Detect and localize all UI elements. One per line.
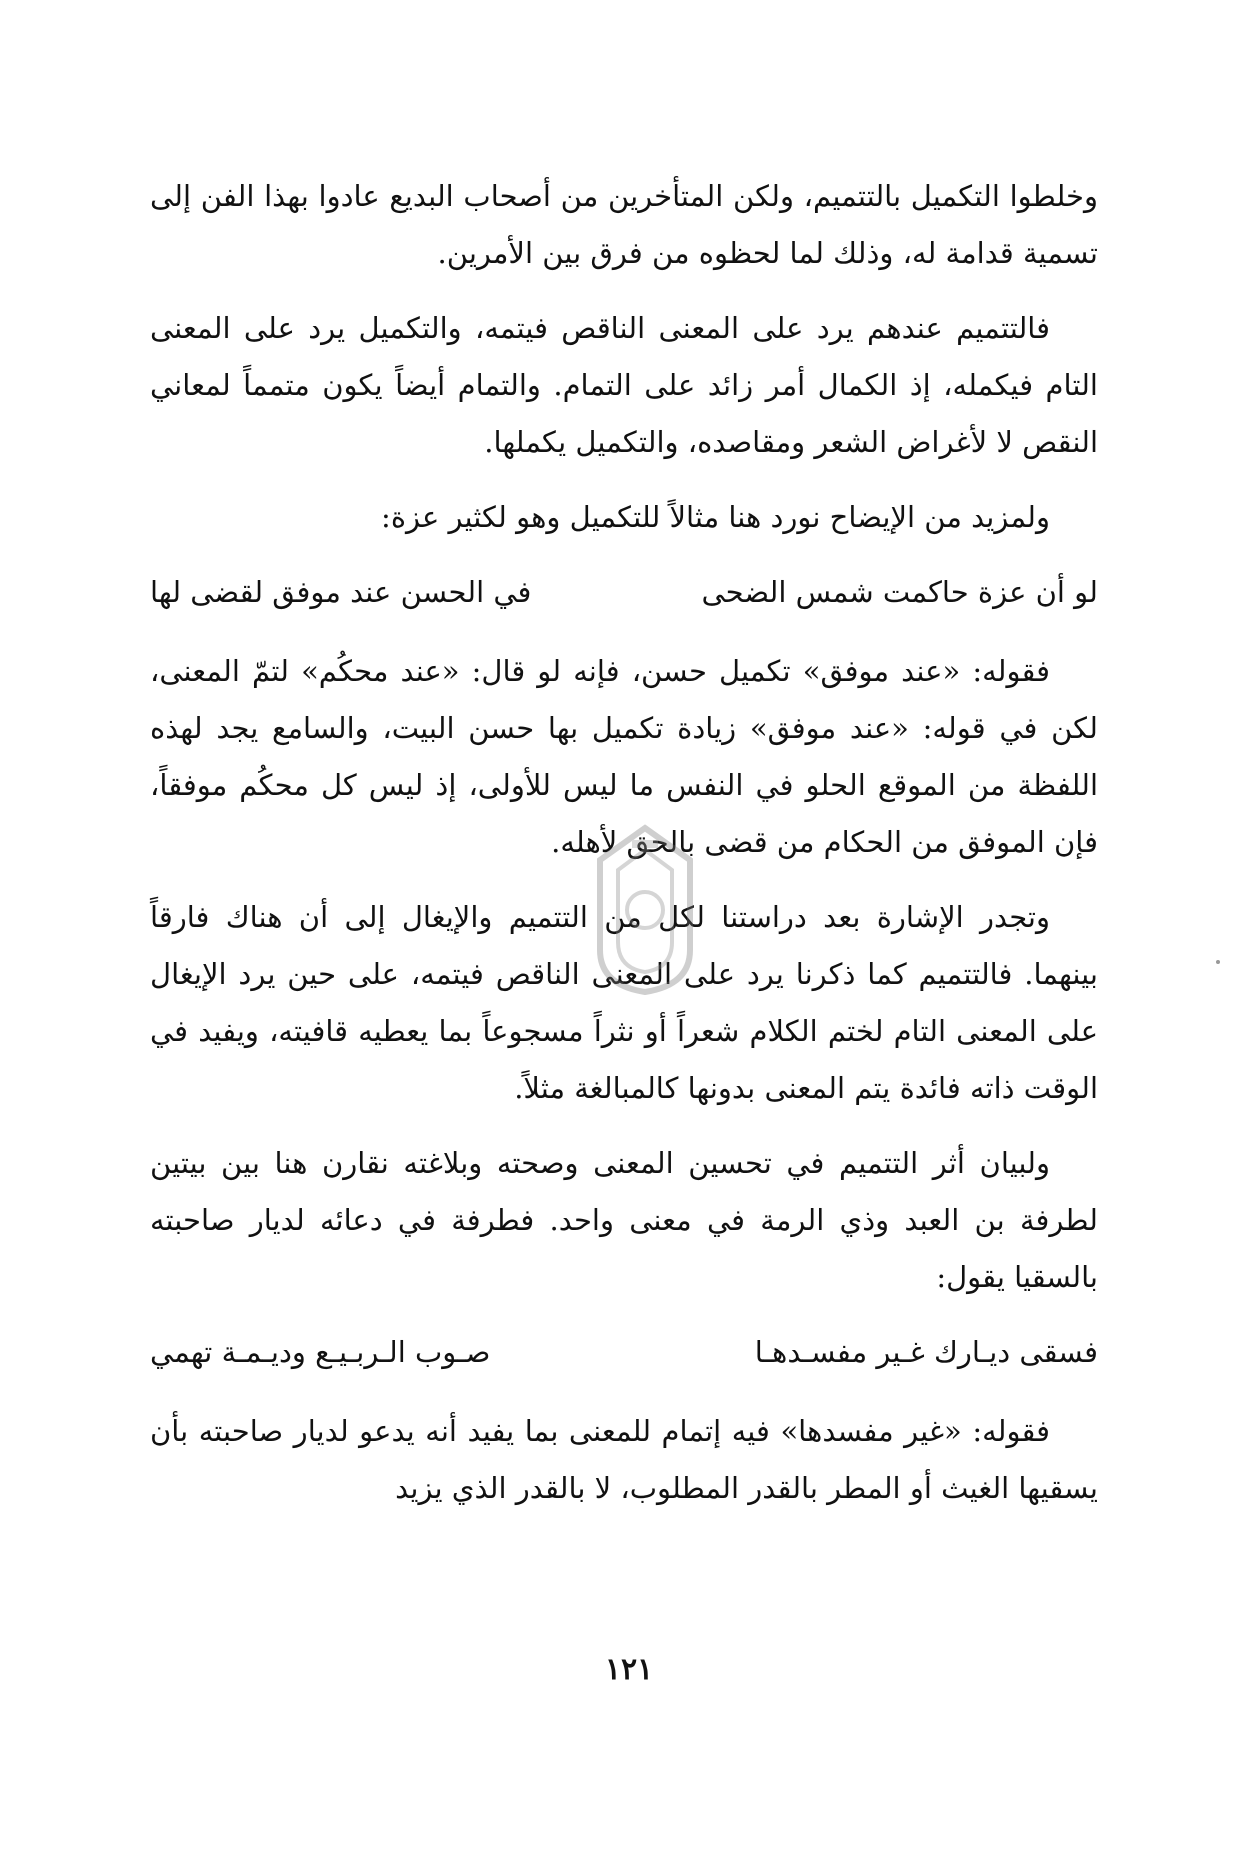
verse-second-hemistich: صـوب الـربـيـع وديـمـة تهمي xyxy=(150,1335,491,1369)
verse-first-hemistich: لو أن عزة حاكمت شمس الضحى xyxy=(701,575,1098,609)
scan-mark xyxy=(1216,960,1220,964)
page-number: ١٢١ xyxy=(604,1652,654,1687)
paragraph: فقوله: «عند موفق» تكميل حسن، فإنه لو قال: «عند محكُم» لتمّ المعنى، لكن في قوله: «عند موفق» زيادة تكميل بها حسن البيت، والسامع يجد لهذه اللفظة من الموقع الحلو في النفس ما ليس للأولى، إذ ليس كل محكُم موفقاً، فإن الموفق من الحكام من قضى بالحق لأهله. xyxy=(150,654,1098,859)
verse-first-hemistich: فسقى ديـارك غـير مفسـدهـا xyxy=(754,1335,1098,1369)
paragraph: وتجدر الإشارة بعد دراستنا لكل من التتميم والإيغال إلى أن هناك فارقاً بينهما. فالتتميم كما ذكرنا يرد على المعنى الناقص فيتمه، على حين يرد الإيغال على المعنى التام لختم الكلام شعراً أو نثراً مسجوعاً بما يعطيه قافيته، ويفيد في الوقت ذاته فائدة يتم المعنى بدونها كالمبالغة مثلاً. xyxy=(150,900,1098,1105)
verse xyxy=(150,564,1098,621)
paragraph: ولبيان أثر التتميم في تحسين المعنى وصحته وبلاغته نقارن هنا بين بيتين لطرفة بن العبد وذي الرمة في معنى واحد. فطرفة في دعائه لديار صاحبته بالسقيا يقول: xyxy=(150,1146,1098,1294)
paragraph: فقوله: «غير مفسدها» فيه إتمام للمعنى بما يفيد أنه يدعو لديار صاحبته بأن يسقيها الغيث أو المطر بالقدر المطلوب، لا بالقدر الذي يزيد xyxy=(150,1414,1098,1505)
paragraph: وخلطوا التكميل بالتتميم، ولكن المتأخرين من أصحاب البديع عادوا بهذا الفن إلى تسمية قدامة له، وذلك لما لحظوه من فرق بين الأمرين. xyxy=(150,179,1098,270)
verse xyxy=(150,1324,1098,1381)
page-body xyxy=(150,168,1098,1535)
verse-second-hemistich: في الحسن عند موفق لقضى لها xyxy=(150,575,532,609)
paragraph: فالتتميم عندهم يرد على المعنى الناقص فيتمه، والتكميل يرد على المعنى التام فيكمله، إذ الكمال أمر زائد على التمام. والتمام أيضاً يكون متمماً لمعاني النقص لا لأغراض الشعر ومقاصده، والتكميل يكملها. xyxy=(150,311,1098,459)
paragraph: ولمزيد من الإيضاح نورد هنا مثالاً للتكميل وهو لكثير عزة: xyxy=(381,500,1050,534)
